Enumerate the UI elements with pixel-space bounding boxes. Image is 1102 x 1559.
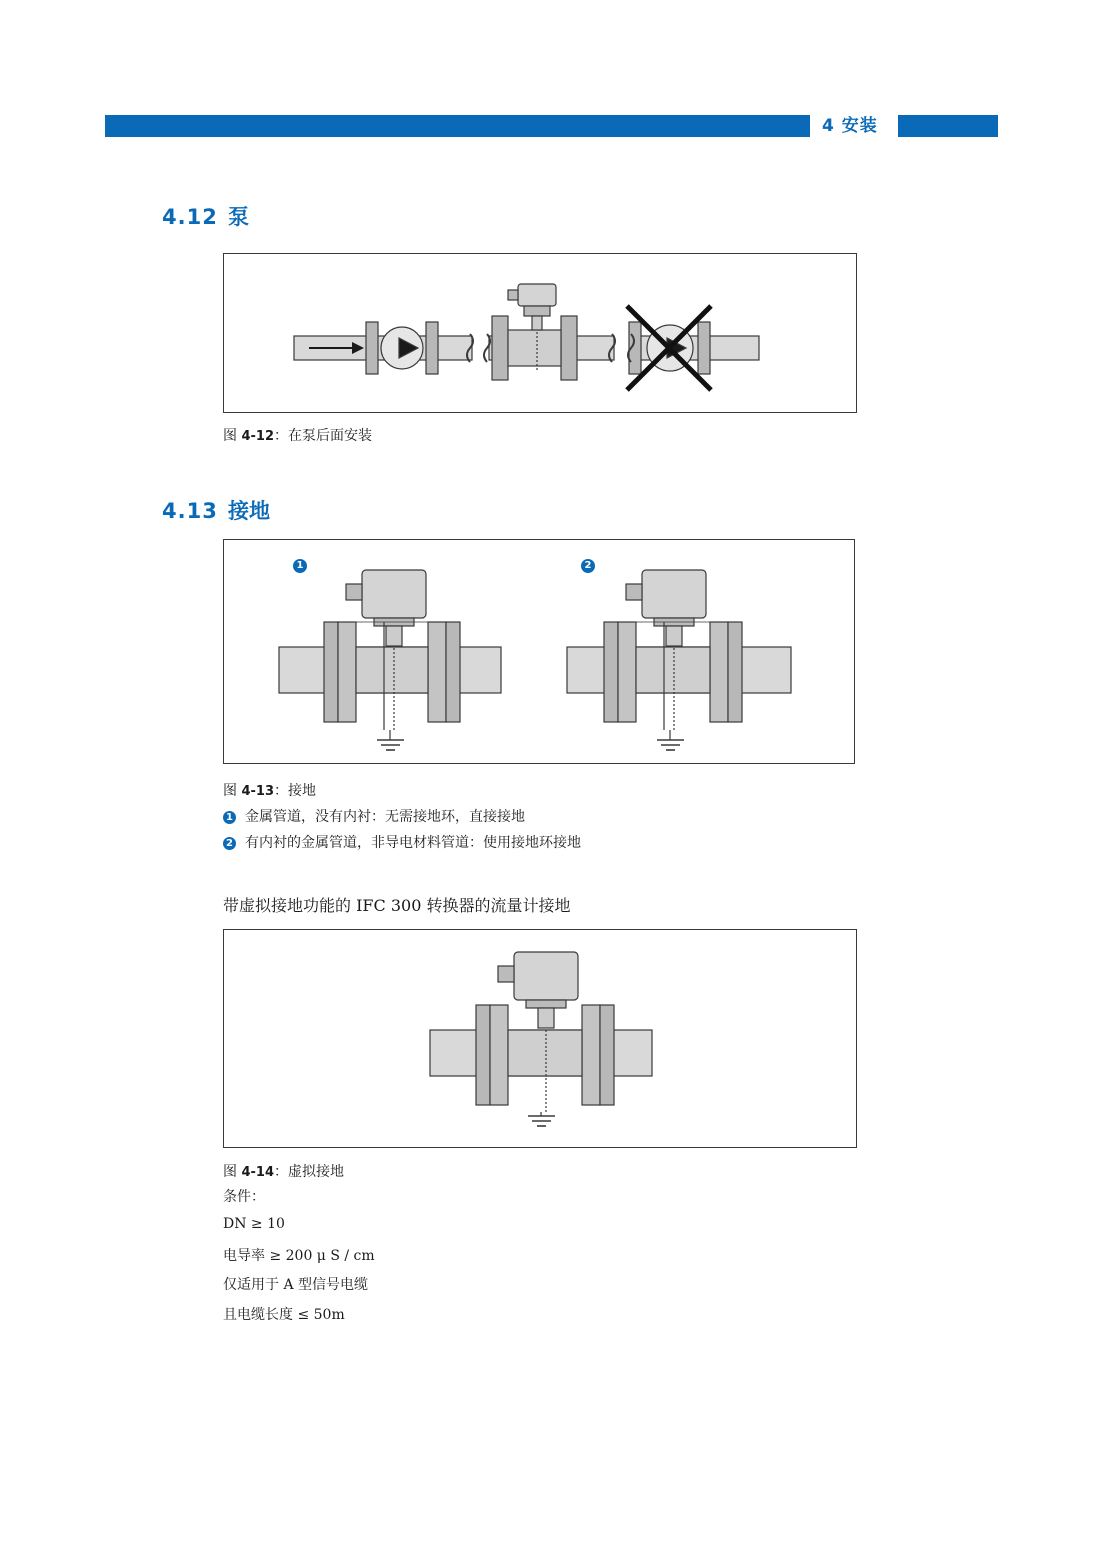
section-heading: 泵 bbox=[228, 205, 249, 229]
virtual-grounding-diagram bbox=[224, 930, 858, 1149]
condition-item: DN ≥ 10 bbox=[223, 1216, 285, 1232]
section-number: 4.13 bbox=[162, 499, 218, 523]
section-heading: 接地 bbox=[228, 499, 270, 523]
figure-badge-1: 1 bbox=[293, 559, 307, 573]
section-title-pump bbox=[162, 201, 249, 231]
legend-badge: 1 bbox=[223, 811, 236, 824]
legend-item-1: 1 金属管道，没有内衬：无需接地环，直接接地 bbox=[223, 806, 525, 826]
figure-caption-414: 图 4-14：虚拟接地 bbox=[223, 1164, 344, 1180]
figure-caption-412: 图 4-12：在泵后面安装 bbox=[223, 428, 372, 444]
condition-item: 电导率 ≥ 200 μ S / cm bbox=[223, 1248, 375, 1264]
pump-diagram bbox=[224, 254, 858, 414]
conditions-label: 条件： bbox=[223, 1189, 265, 1205]
condition-item: 仅适用于 A 型信号电缆 bbox=[223, 1277, 369, 1293]
figure-caption-413: 图 4-13：接地 bbox=[223, 783, 316, 799]
legend-item-2: 2 有内衬的金属管道，非导电材料管道：使用接地环接地 bbox=[223, 832, 581, 852]
section-title-grounding bbox=[162, 495, 270, 525]
section-number: 4.12 bbox=[162, 205, 218, 229]
header-bar-left bbox=[105, 115, 810, 137]
legend-badge: 2 bbox=[223, 837, 236, 850]
figure-pump-installation bbox=[223, 253, 857, 413]
figure-badge-2: 2 bbox=[581, 559, 595, 573]
header-bar-right bbox=[898, 115, 998, 137]
chapter-label: 4 安装 bbox=[822, 116, 878, 136]
subheading-virtual-ground: 带虚拟接地功能的 IFC 300 转换器的流量计接地 bbox=[223, 896, 571, 915]
figure-virtual-grounding bbox=[223, 929, 857, 1148]
figure-grounding bbox=[223, 539, 855, 764]
condition-item: 且电缆长度 ≤ 50m bbox=[223, 1307, 345, 1323]
grounding-diagram bbox=[224, 540, 856, 765]
